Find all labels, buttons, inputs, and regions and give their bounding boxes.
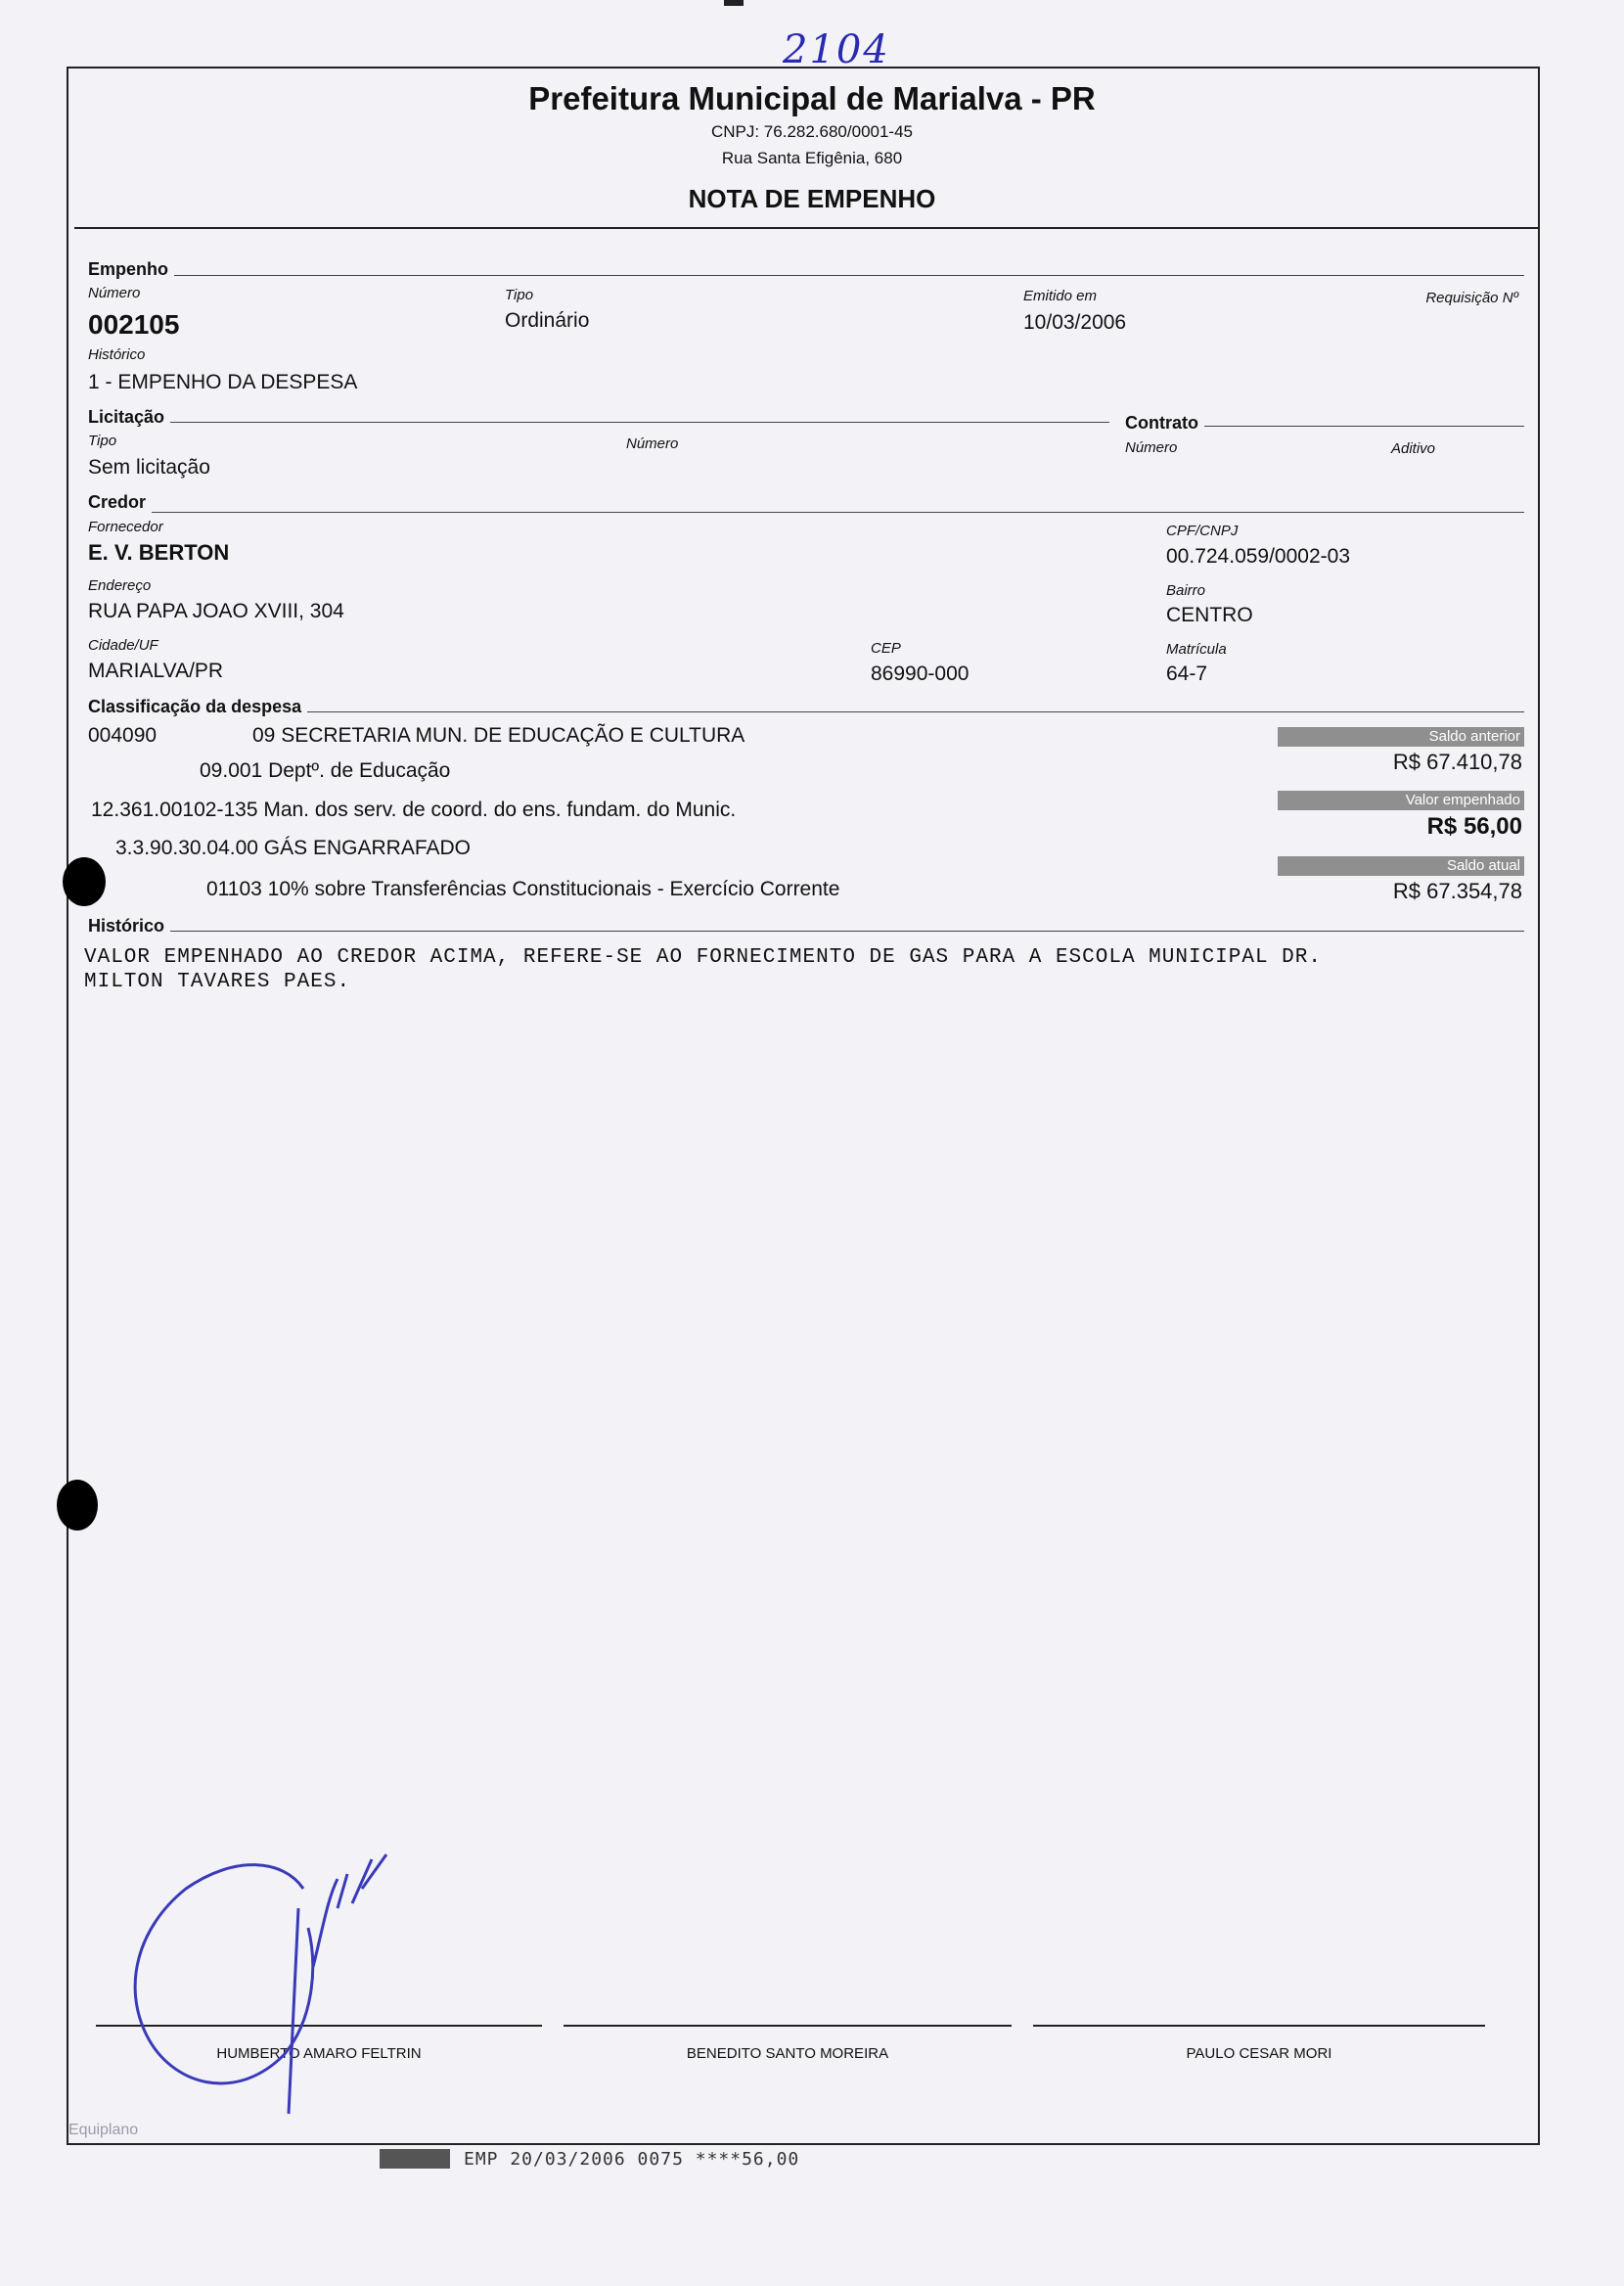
matricula: 64-7 (1166, 663, 1208, 685)
licitacao-tipo: Sem licitação (88, 456, 210, 479)
empenho-numero: 002105 (88, 309, 180, 340)
fornecedor-label: Fornecedor (88, 519, 163, 535)
empenho-historico: 1 - EMPENHO DA DESPESA (88, 371, 358, 393)
empenho-section-title: Empenho (88, 259, 174, 280)
scan-mark (724, 0, 744, 6)
licitacao-section-line (88, 422, 1109, 423)
contrato-numero-label: Número (1125, 439, 1178, 456)
endereco: RUA PAPA JOAO XVIII, 304 (88, 600, 344, 622)
licitacao-tipo-label: Tipo (88, 433, 117, 449)
contrato-section-title: Contrato (1125, 413, 1204, 434)
saldo-atual: R$ 67.354,78 (1392, 879, 1522, 903)
cpf-label: CPF/CNPJ (1166, 523, 1239, 539)
handwritten-signature (117, 1850, 430, 2143)
classificacao-elemento: 3.3.90.30.04.00 GÁS ENGARRAFADO (115, 837, 472, 859)
emitido-date: 10/03/2006 (1023, 311, 1127, 334)
document-type: NOTA DE EMPENHO (688, 184, 936, 213)
credor-section-line (88, 512, 1524, 513)
emitido-label: Emitido em (1023, 288, 1098, 304)
empenho-tipo-label: Tipo (505, 287, 534, 303)
historico-line-1: VALOR EMPENHADO AO CREDOR ACIMA, REFERE-SE AO FORNECIMENTO DE GAS PARA A ESCOLA MUNICIPAL DR. (84, 946, 1322, 969)
fornecedor: E. V. BERTON (88, 540, 230, 565)
historico-line-2: MILTON TAVARES PAES. (84, 971, 351, 993)
classificacao-funcional: 12.361.00102-135 Man. dos serv. de coord. do ens. fundam. do Munic. (91, 799, 737, 821)
valor-empenhado-label: Valor empenhado (1278, 791, 1524, 810)
signatory-3: PAULO CESAR MORI (1186, 2045, 1332, 2062)
header-address: Rua Santa Efigênia, 680 (721, 149, 903, 167)
classificacao-secretaria: 09 SECRETARIA MUN. DE EDUCAÇÃO E CULTURA (252, 724, 745, 747)
saldo-atual-label: Saldo atual (1278, 856, 1524, 876)
classificacao-section-title: Classificação da despesa (88, 697, 307, 717)
licitacao-section-title: Licitação (88, 407, 170, 428)
saldo-anterior: R$ 67.410,78 (1392, 750, 1522, 774)
punch-hole-bottom (57, 1480, 98, 1531)
cpf-value: 00.724.059/0002-03 (1166, 545, 1351, 568)
bairro: CENTRO (1166, 604, 1253, 626)
handwritten-number: 2104 (783, 27, 890, 72)
header-divider (74, 227, 1538, 229)
valor-empenhado: R$ 56,00 (1426, 813, 1522, 840)
signature-line-3 (1033, 2025, 1485, 2027)
empenho-historico-label: Histórico (88, 346, 146, 363)
signatory-1: HUMBERTO AMARO FELTRIN (216, 2045, 422, 2062)
saldo-anterior-label: Saldo anterior (1278, 727, 1524, 747)
licitacao-numero-label: Número (626, 435, 679, 452)
cep: 86990-000 (871, 663, 970, 685)
signature-line-2 (564, 2025, 1012, 2027)
punch-hole-top (63, 857, 106, 906)
cidade: MARIALVA/PR (88, 660, 224, 682)
classificacao-fonte: 01103 10% sobre Transferências Constitucionais - Exercício Corrente (206, 878, 840, 900)
classificacao-departamento: 09.001 Deptº. de Educação (200, 759, 451, 782)
classificacao-codigo: 004090 (88, 724, 158, 747)
empenho-numero-label: Número (88, 285, 141, 301)
credor-section-title: Credor (88, 492, 152, 513)
matricula-label: Matrícula (1166, 641, 1227, 658)
footer-stamp: EMP 20/03/2006 0075 ****56,00 (464, 2149, 800, 2170)
stamp-block (380, 2149, 450, 2169)
header-cnpj: CNPJ: 76.282.680/0001-45 (710, 122, 914, 141)
empenho-section-line (88, 275, 1524, 276)
cidade-label: Cidade/UF (88, 637, 158, 654)
historico-section-title: Histórico (88, 916, 170, 937)
bairro-label: Bairro (1166, 582, 1206, 599)
footer-brand: Equiplano (68, 2122, 139, 2138)
historico-section-line (88, 931, 1524, 932)
signatory-2: BENEDITO SANTO MOREIRA (686, 2045, 889, 2062)
endereco-label: Endereço (88, 577, 152, 594)
contrato-aditivo-label: Aditivo (1391, 440, 1436, 457)
page-title: Prefeitura Municipal de Marialva - PR (528, 80, 1096, 116)
requisicao-label: Requisição Nº (1425, 290, 1518, 306)
cep-label: CEP (871, 640, 901, 657)
empenho-tipo: Ordinário (505, 309, 590, 332)
